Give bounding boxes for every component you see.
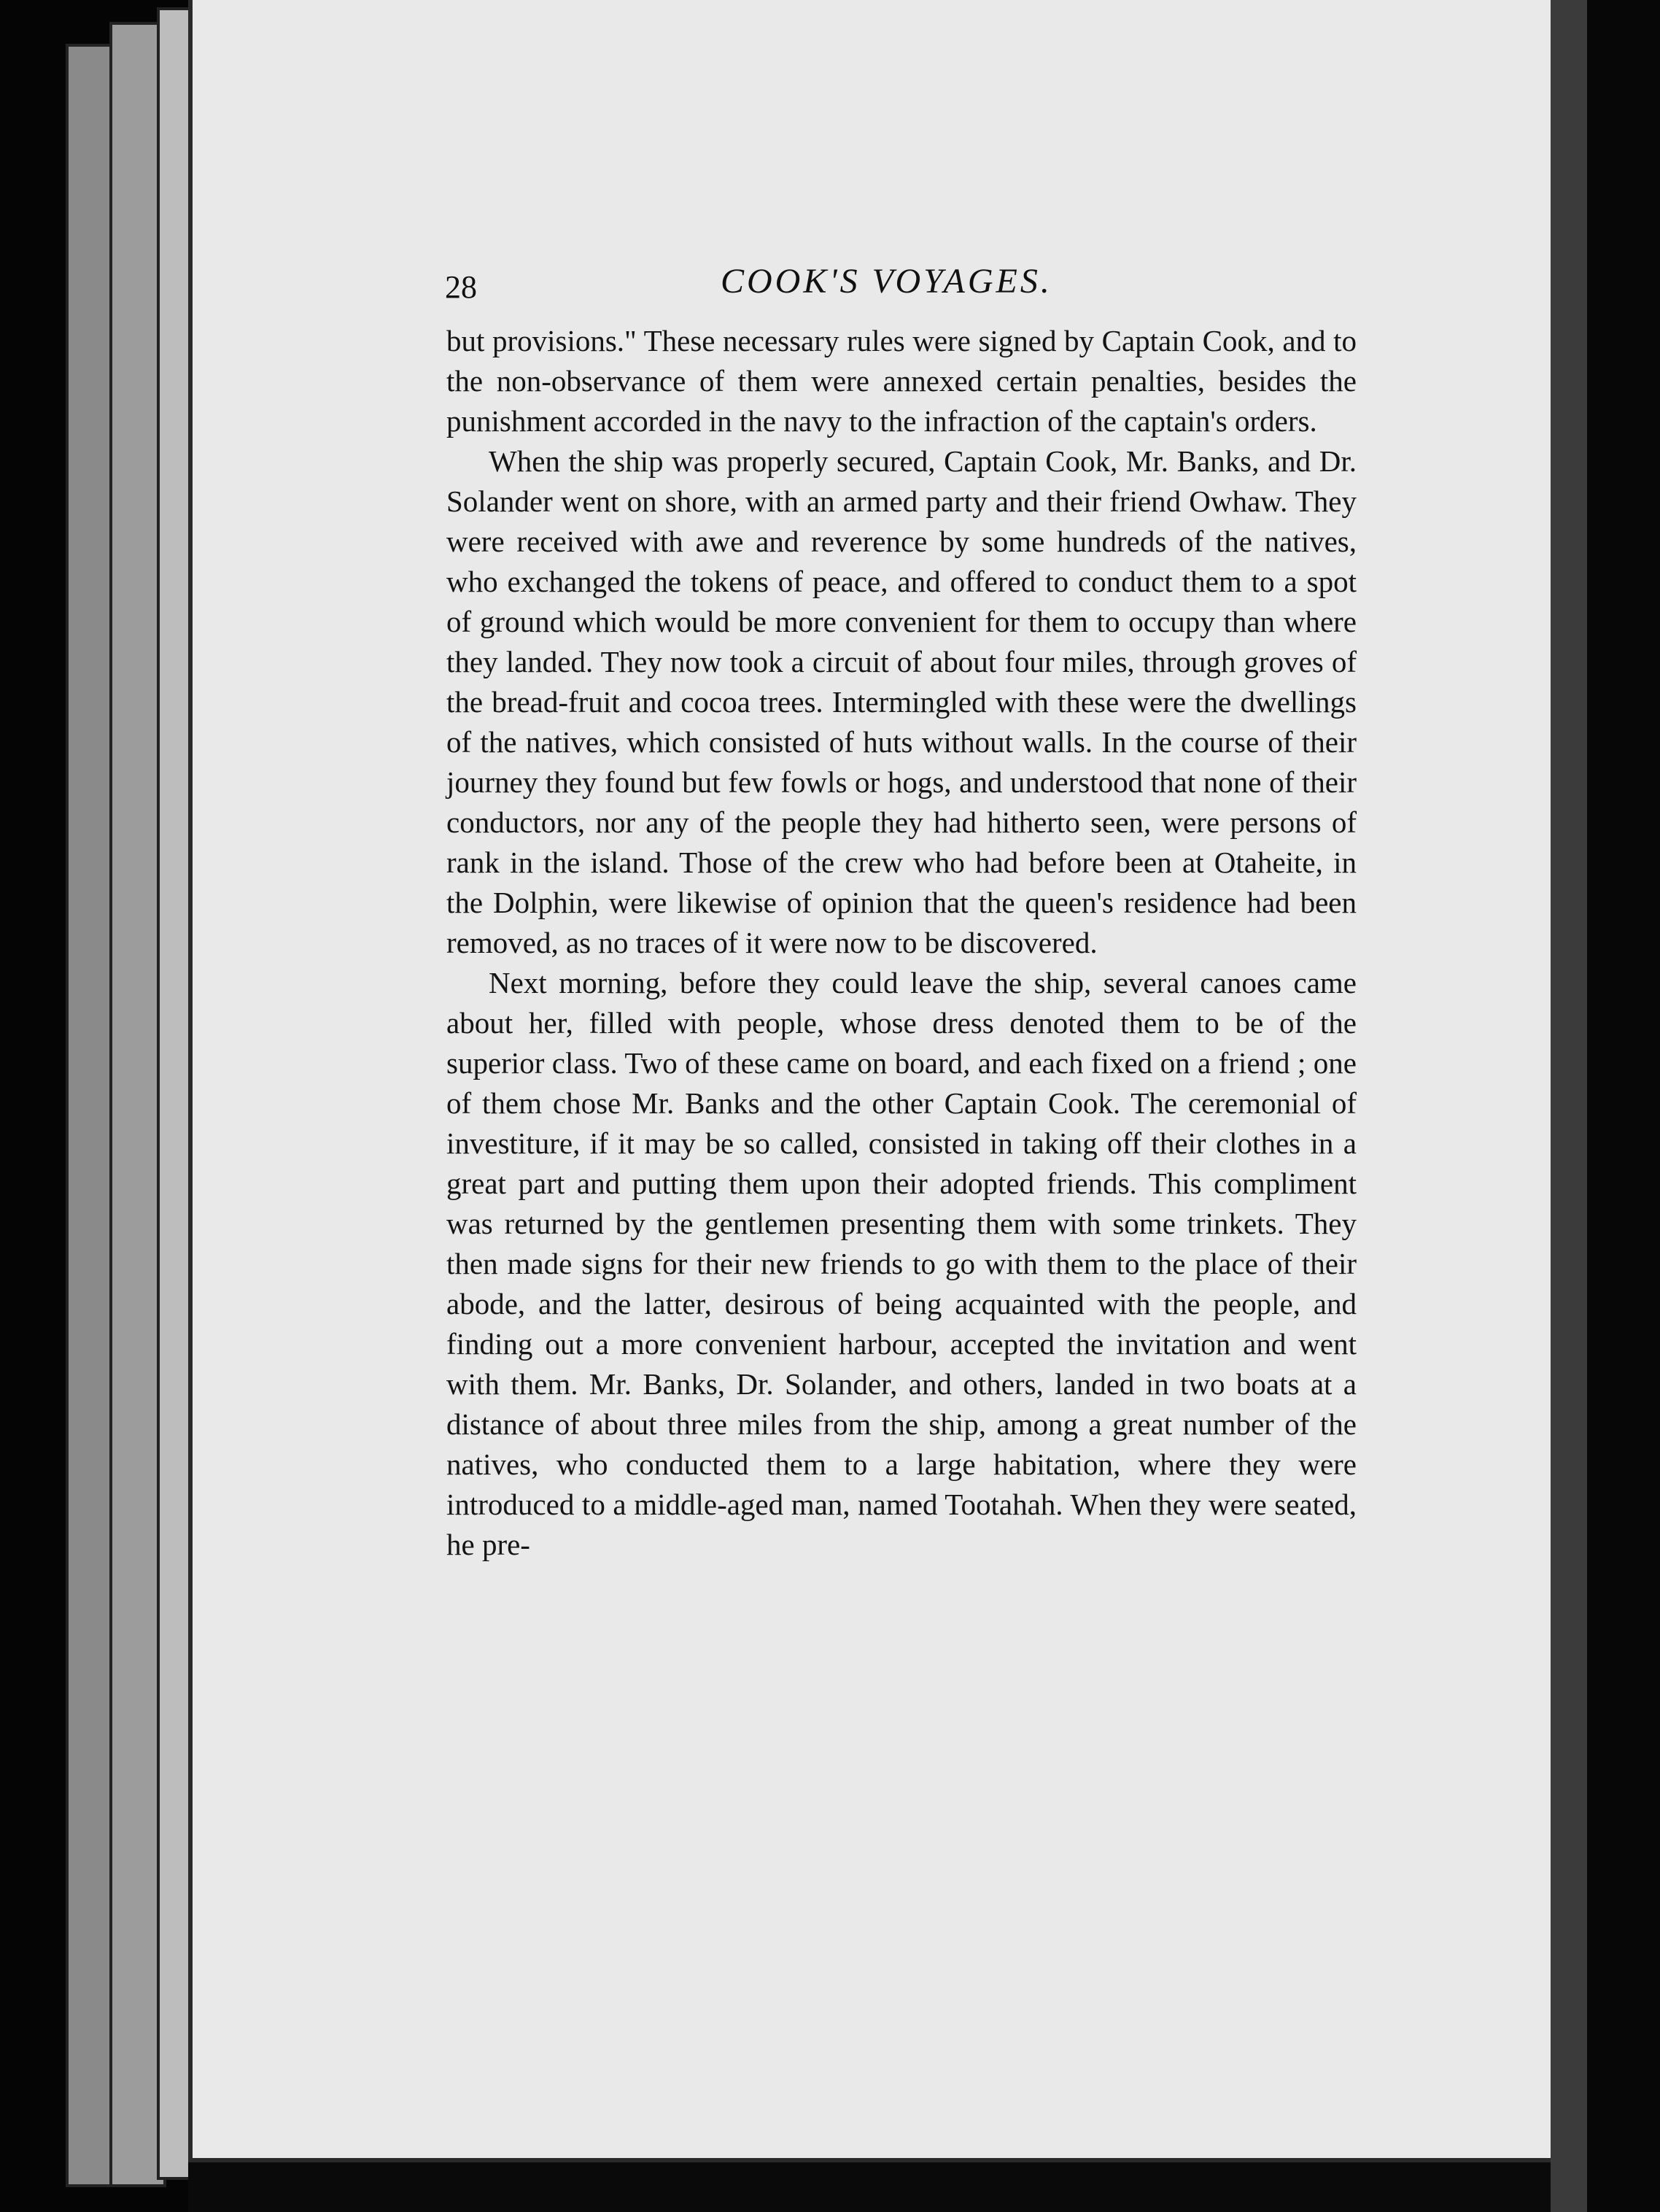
paragraph-1: but provisions." These necessary rules were signed by Captain Cook, and to the non-observance of them were annexed certain penalties, besides the punishment accorded in the navy to the infraction of the captain's orders.: [446, 324, 1357, 438]
page-number: 28: [445, 269, 477, 305]
gutter-shadow: [1551, 0, 1587, 2212]
running-title: COOK'S VOYAGES.: [721, 262, 1052, 301]
scan-background-right: [1587, 0, 1660, 2212]
paragraph-2: When the ship was properly secured, Captain Cook, Mr. Banks, and Dr. Solander went on shore, with an armed party and their friend Owhaw. They were received with awe and reverence by some hundreds of the natives, who exchanged the tokens of peace, and offered to conduct them to a spot of ground which would be more convenient for them to occupy than where they landed. They now took a circuit of about four miles, through groves of the bread-fruit and cocoa trees. Intermingled with these were the dwellings of the natives, which consisted of huts without walls. In the course of their journey they found but few fowls or hogs, and understood that none of their conductors, nor any of the people they had hitherto seen, were persons of rank in the island. Those of the crew who had before been at Otaheite, in the Dolphin, were likewise of opinion that the queen's residence had been removed, as no traces of it were now to be discovered.: [446, 444, 1357, 959]
body-text: [446, 321, 1357, 1565]
running-head: [445, 261, 1357, 312]
scan-background-bottom: [188, 2162, 1551, 2212]
paragraph-3: Next morning, before they could leave the ship, several canoes came about her, filled with people, whose dress denoted them to be of the superior class. Two of these came on board, and each fixed on a friend ; one of them chose Mr. Banks and the other Captain Cook. The ceremonial of investiture, if it may be so called, consisted in taking off their clothes in a great part and putting them upon their adopted friends. This compliment was returned by the gentlemen presenting them with some trinkets. They then made signs for their new friends to go with them to the place of their abode, and the latter, desirous of being acquainted with the people, and finding out a more convenient harbour, accepted the invitation and went with them. Mr. Banks, Dr. Solander, and others, landed in two boats at a distance of about three miles from the ship, among a great number of the natives, who conducted them to a large habitation, where they were introduced to a middle-aged man, named Tootahah. When they were seated, he pre-: [446, 966, 1357, 1561]
page-edge-outer: [66, 44, 115, 2187]
